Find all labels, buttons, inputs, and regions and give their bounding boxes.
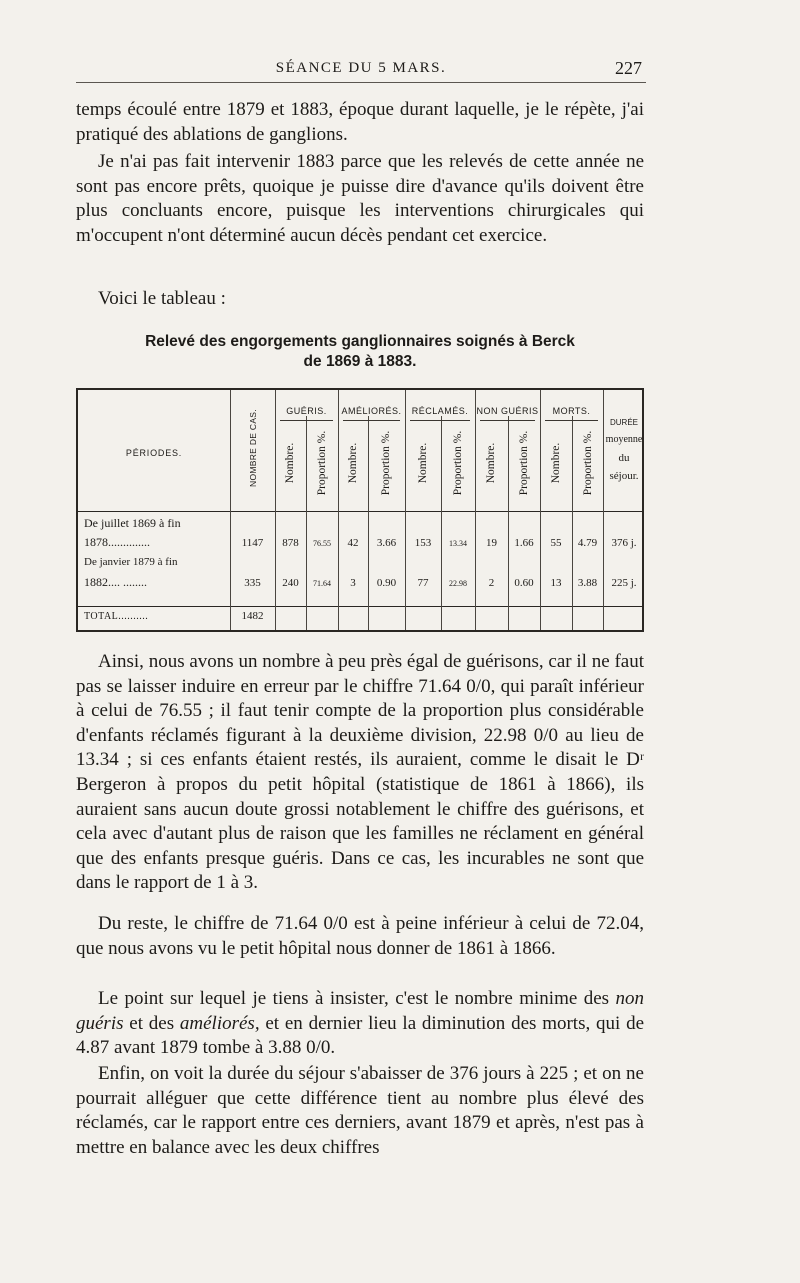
row2-morts-n: 13: [550, 577, 562, 589]
col-rule: [338, 390, 339, 630]
row2-ameliores-n: 3: [350, 577, 356, 589]
col-rule: [368, 416, 369, 630]
sub-nombre: Nombre.: [417, 442, 429, 484]
col-rule: [306, 416, 307, 630]
row1-morts-n: 55: [550, 537, 562, 549]
row1-nongueris-n: 19: [486, 537, 497, 549]
row2-period-line1: De janvier 1879 à fin: [84, 556, 178, 568]
row2-cas: 335: [244, 577, 261, 589]
col-rule: [230, 390, 231, 630]
row2-duree: 225 j.: [611, 577, 637, 589]
sub-nombre: Nombre.: [485, 442, 497, 484]
col-rule: [441, 416, 442, 630]
row1-gueris-n: 878: [282, 537, 299, 549]
table-header-rule: [78, 511, 642, 512]
table-caption-line2: de 1869 à 1883.: [303, 353, 417, 370]
group-reclames: RÉCLAMÉS.: [411, 406, 469, 416]
row2-period-line2: 1882.... ........: [84, 575, 147, 589]
header-duree-1: DURÉE: [609, 418, 638, 427]
header-duree-2: moyenne: [605, 434, 643, 445]
row2-morts-p: 3.88: [577, 577, 598, 589]
p6-italic-ameliores: améliorés,: [179, 1012, 260, 1034]
row1-morts-p: 4.79: [577, 537, 598, 549]
row1-reclames-n: 153: [414, 537, 432, 549]
total-label: TOTAL..........: [84, 611, 149, 622]
row2-gueris-p: 71.64: [313, 579, 331, 588]
col-rule: [475, 390, 476, 630]
group-gueris: GUÉRIS.: [286, 406, 327, 416]
sub-proportion: Proportion %.: [582, 430, 594, 496]
page-number: 227: [615, 58, 642, 78]
total-cas: 1482: [241, 610, 264, 622]
row2-ameliores-p: 0.90: [376, 577, 397, 589]
p6-italic-non-gueris: non guéris: [76, 988, 644, 1034]
row1-ameliores-p: 3.66: [376, 537, 397, 549]
sub-nombre: Nombre.: [550, 442, 562, 484]
paragraph-point: [76, 987, 644, 1061]
row2-nongueris-p: 0.60: [514, 577, 534, 589]
sub-proportion: Proportion %.: [316, 430, 328, 496]
col-rule: [540, 390, 541, 630]
row1-cas: 1147: [241, 537, 264, 549]
header-periodes: PÉRIODES.: [125, 448, 183, 458]
table-caption: [76, 332, 644, 372]
group-non-gueris: NON GUÉRIS: [476, 406, 539, 416]
sub-nombre: Nombre.: [347, 442, 359, 484]
paragraph-ainsi: Ainsi, nous avons un nombre à peu près égal de guérisons, car il ne faut pas se laisser induire en erreur par le chiffre 71.64 0/0, qui paraît inférieur à celui de 76.55 ; il faut tenir compte de la proportion plus considérable d'enfants réclamés figurant à la deuxième division, 22.98 0/0 au lieu de 13.34 ; si ces enfants étaient restés, ils auraient, comme le disait le Dʳ Bergeron à propos du petit hôpital (statistique de 1861 à 1866), ils auraient sans aucun doute grossi notablement le chiffre des guérisons, et cela avec d'autant plus de raison que les familles ne réclament en général que des enfants presque guéris. Dans ce cas, les incurables ne sont que dans le rapport de 1 à 3.: [76, 651, 644, 894]
row2-gueris-n: 240: [282, 577, 299, 589]
running-head: [76, 56, 646, 83]
row1-ameliores-n: 42: [347, 537, 359, 549]
row1-gueris-p: 76.55: [313, 539, 331, 548]
group-morts: MORTS.: [552, 406, 591, 416]
paragraph-enfin: Enfin, on voit la durée du séjour s'abaisser de 376 jours à 225 ; et on ne pourrait alléguer que cette différence tient au nombre plus élevé des réclamés, car le rapport entre ces derniers, avant 1879 et après, n'est pas à mettre en balance avec les deux chiffres: [76, 1063, 644, 1158]
col-rule: [275, 390, 276, 630]
row2-reclames-p: 22.98: [449, 579, 467, 588]
sub-nombre: Nombre.: [284, 442, 296, 484]
group-ameliores: AMÉLIORÉS.: [341, 406, 402, 416]
table-total-rule: [78, 606, 642, 607]
row1-nongueris-p: 1.66: [514, 537, 534, 549]
paragraph-relevés: Je n'ai pas fait intervenir 1883 parce que les relevés de cette année ne sont pas encore prêts, quoique je puisse dire d'avance qu'ils doivent être plus concluants encore, puisque les interventions chirurgicales qui m'occupent n'ont déterminé aucun décès pendant cet exercice.: [76, 151, 644, 246]
sub-proportion: Proportion %.: [518, 430, 530, 496]
paragraph-continuation: temps écoulé entre 1879 et 1883, époque durant laquelle, je le répète, j'ai pratiqué des ablations de ganglions.: [76, 99, 644, 145]
row1-duree: 376 j.: [611, 537, 637, 549]
p6-text-e: et en dernier lieu la diminution des morts, qui de 4.87 avant 1879 tombe à 3.88 0/0.: [76, 1012, 644, 1059]
paragraph-du-reste: Du reste, le chiffre de 71.64 0/0 est à peine inférieur à celui de 72.04, que nous avons vu le petit hôpital nous donner de 1861 à 1866.: [76, 913, 644, 959]
col-rule: [572, 416, 573, 630]
paragraph-tableau-intro: Voici le tableau :: [98, 288, 226, 309]
statistics-table: [76, 388, 644, 632]
header-nombre-de-cas: NOMBRE DE CAS.: [248, 409, 258, 487]
row1-reclames-p: 13.34: [449, 539, 467, 548]
sub-proportion: Proportion %.: [380, 430, 392, 496]
header-duree-4: séjour.: [609, 470, 639, 482]
col-rule: [405, 390, 406, 630]
row1-period-line2: 1878..............: [84, 535, 150, 549]
p6-text-a: Le point sur lequel je tiens à insister, c'est le nombre minime des: [98, 988, 616, 1009]
col-rule: [508, 416, 509, 630]
running-title: SÉANCE DU 5 MARS.: [275, 60, 447, 76]
table-caption-line1: Relevé des engorgements ganglionnaires soignés à Berck: [145, 333, 575, 350]
sub-proportion: Proportion %.: [452, 430, 464, 496]
p6-text-c: et des: [123, 1012, 180, 1034]
row2-reclames-n: 77: [417, 577, 429, 589]
row2-nongueris-n: 2: [488, 577, 495, 589]
header-duree-3: du: [618, 452, 630, 464]
row1-period-line1: De juillet 1869 à fin: [84, 516, 181, 530]
